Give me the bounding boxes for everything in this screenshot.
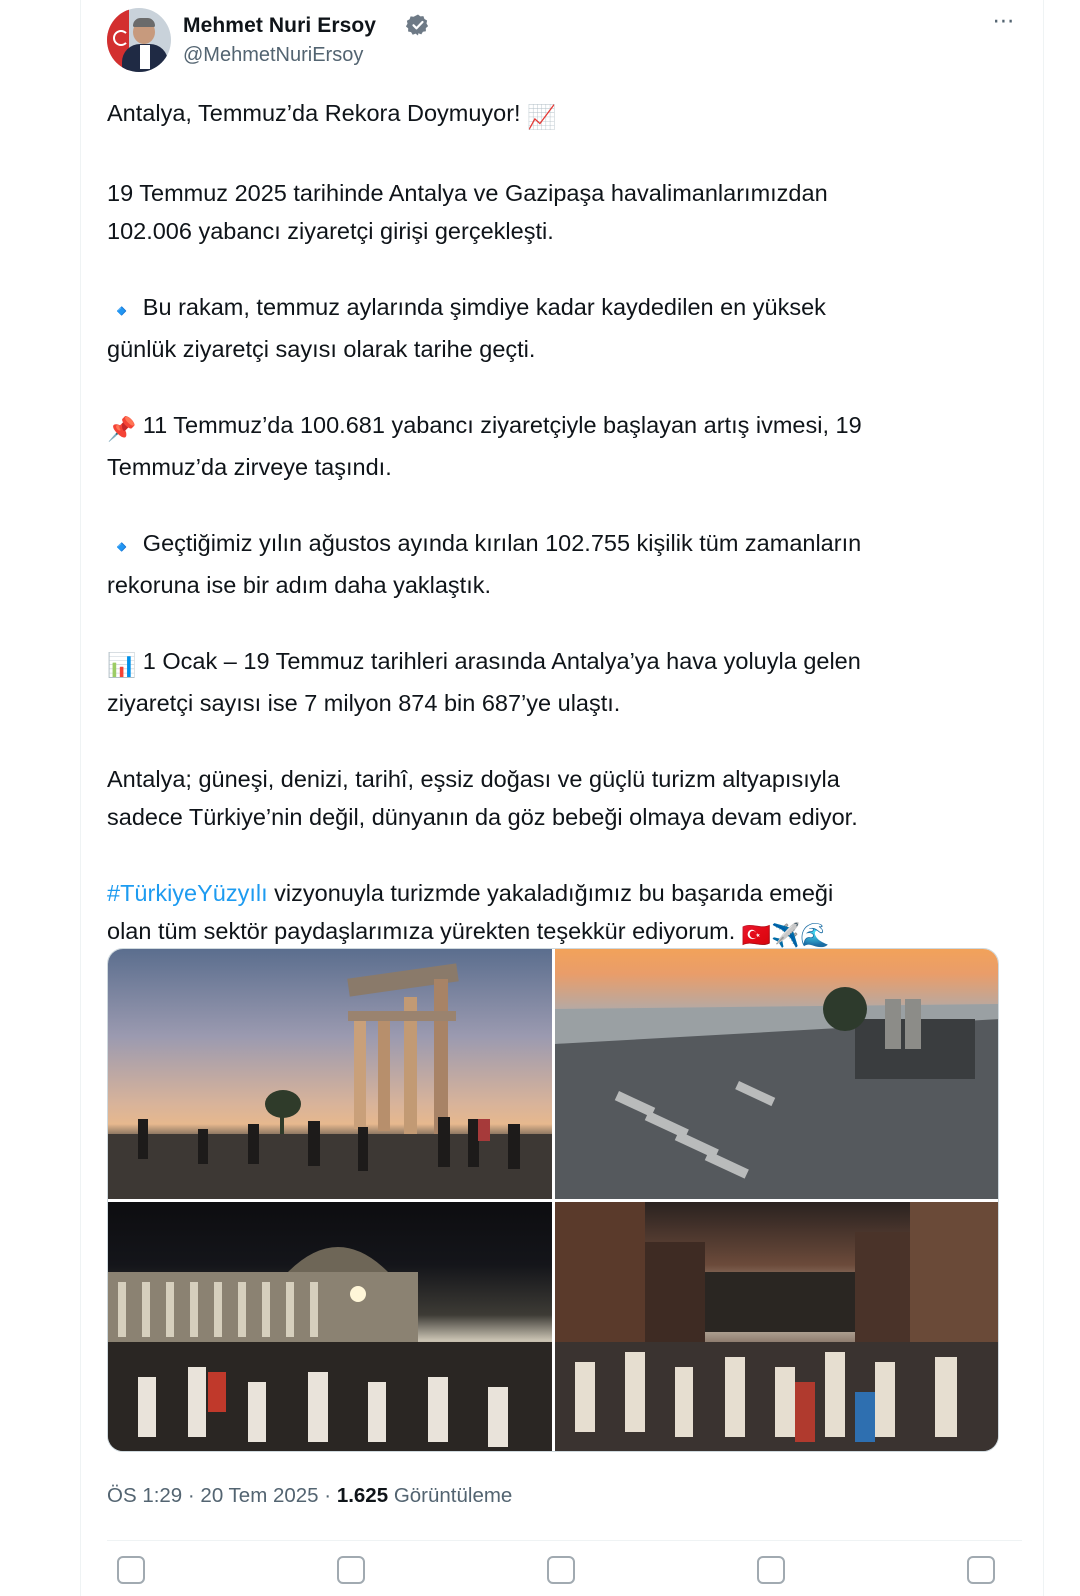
tweet-title-line	[107, 94, 1007, 136]
paragraph-3-line-1: 11 Temmuz’da 100.681 yabancı ziyaretçiyle başlayan artış ivmesi, 19	[142, 412, 862, 438]
retweet-icon[interactable]	[337, 1556, 365, 1584]
tweet-text	[107, 94, 1007, 954]
photo-nymphaeum-night[interactable]	[108, 1202, 552, 1452]
photo-side-ancient-city-aerial[interactable]	[555, 949, 999, 1199]
share-icon[interactable]	[967, 1556, 995, 1584]
paragraph-6	[107, 760, 1007, 836]
turkey-flag-icon: 🇹🇷	[741, 922, 772, 948]
meta-divider	[107, 1540, 1022, 1541]
paragraph-2-line-2: günlük ziyaretçi sayısı olarak tarihe geçti.	[107, 336, 536, 362]
author-name[interactable]: Mehmet Nuri Ersoy	[183, 14, 377, 37]
paragraph-7-line-2: olan tüm sektör paydaşlarımıza yürekten teşekkür ediyorum.	[107, 918, 736, 944]
paragraph-2-line-1: Bu rakam, temmuz aylarında şimdiye kadar kaydedilen en yüksek	[142, 294, 826, 320]
airplane-icon: ✈️	[771, 922, 801, 948]
media-grid	[107, 948, 999, 1452]
paragraph-7	[107, 874, 1007, 954]
paragraph-3-line-2: Temmuz’da zirveye taşındı.	[107, 454, 392, 480]
paragraph-2	[107, 288, 1007, 368]
verified-badge-icon	[406, 13, 430, 37]
views-count: 1.625	[336, 1484, 389, 1507]
wave-icon: 🌊	[800, 922, 830, 948]
like-icon[interactable]	[547, 1556, 575, 1584]
avatar[interactable]	[107, 8, 171, 72]
pushpin-icon: 📌	[107, 416, 137, 442]
bookmark-icon[interactable]	[757, 1556, 785, 1584]
views-label: Görüntüleme	[388, 1484, 513, 1507]
paragraph-6-line-1: Antalya; güneşi, denizi, tarihî, eşsiz doğası ve güçlü turizm altyapısıyla	[107, 766, 840, 792]
tweet-title: Antalya, Temmuz’da Rekora Doymuyor!	[107, 100, 521, 126]
bar-chart-icon: 📊	[107, 652, 137, 678]
blue-diamond-icon: 🔹	[107, 298, 137, 324]
paragraph-5	[107, 642, 1007, 722]
author-handle[interactable]: @MehmetNuriErsoy	[183, 44, 364, 66]
paragraph-3	[107, 406, 1007, 486]
paragraph-5-line-1: 1 Ocak – 19 Temmuz tarihleri arasında Antalya’ya hava yoluyla gelen	[142, 648, 861, 674]
paragraph-4-line-1: Geçtiğimiz yılın ağustos ayında kırılan 102.755 kişilik tüm zamanların	[142, 530, 862, 556]
photo-temple-of-apollo[interactable]	[108, 949, 552, 1199]
paragraph-1-line-1: 19 Temmuz 2025 tarihinde Antalya ve Gazipaşa havalimanlarımızdan	[107, 180, 828, 206]
paragraph-6-line-2: sadece Türkiye’nin değil, dünyanın da göz bebeği olmaya devam ediyor.	[107, 804, 858, 830]
paragraph-1	[107, 174, 1007, 250]
blue-diamond-icon: 🔹	[107, 534, 137, 560]
paragraph-1-line-2: 102.006 yabancı ziyaretçi girişi gerçekleşti.	[107, 218, 554, 244]
hashtag-link[interactable]: #TürkiyeYüzyılı	[107, 880, 268, 906]
paragraph-4-line-2: rekoruna ise bir adım daha yaklaştık.	[107, 572, 492, 598]
tweet-timestamp[interactable]: ÖS 1:29 · 20 Tem 2025 ·	[107, 1484, 337, 1507]
more-options-icon[interactable]: ⋯	[992, 8, 1016, 33]
timeline-border-left	[80, 0, 81, 1596]
paragraph-4	[107, 524, 1007, 604]
reply-icon[interactable]	[117, 1556, 145, 1584]
tweet-actions	[107, 1556, 1022, 1596]
tweet-header	[107, 8, 1022, 78]
paragraph-5-line-2: ziyaretçi sayısı ise 7 milyon 874 bin 687’ye ulaştı.	[107, 690, 621, 716]
photo-crowded-street-night[interactable]	[555, 1202, 999, 1452]
tweet-meta	[107, 1484, 512, 1508]
timeline-border-right	[1043, 0, 1044, 1596]
paragraph-7-line-1: vizyonuyla turizmde yakaladığımız bu başarıda emeği	[267, 880, 834, 906]
chart-up-emoji-icon: 📈	[527, 104, 557, 130]
